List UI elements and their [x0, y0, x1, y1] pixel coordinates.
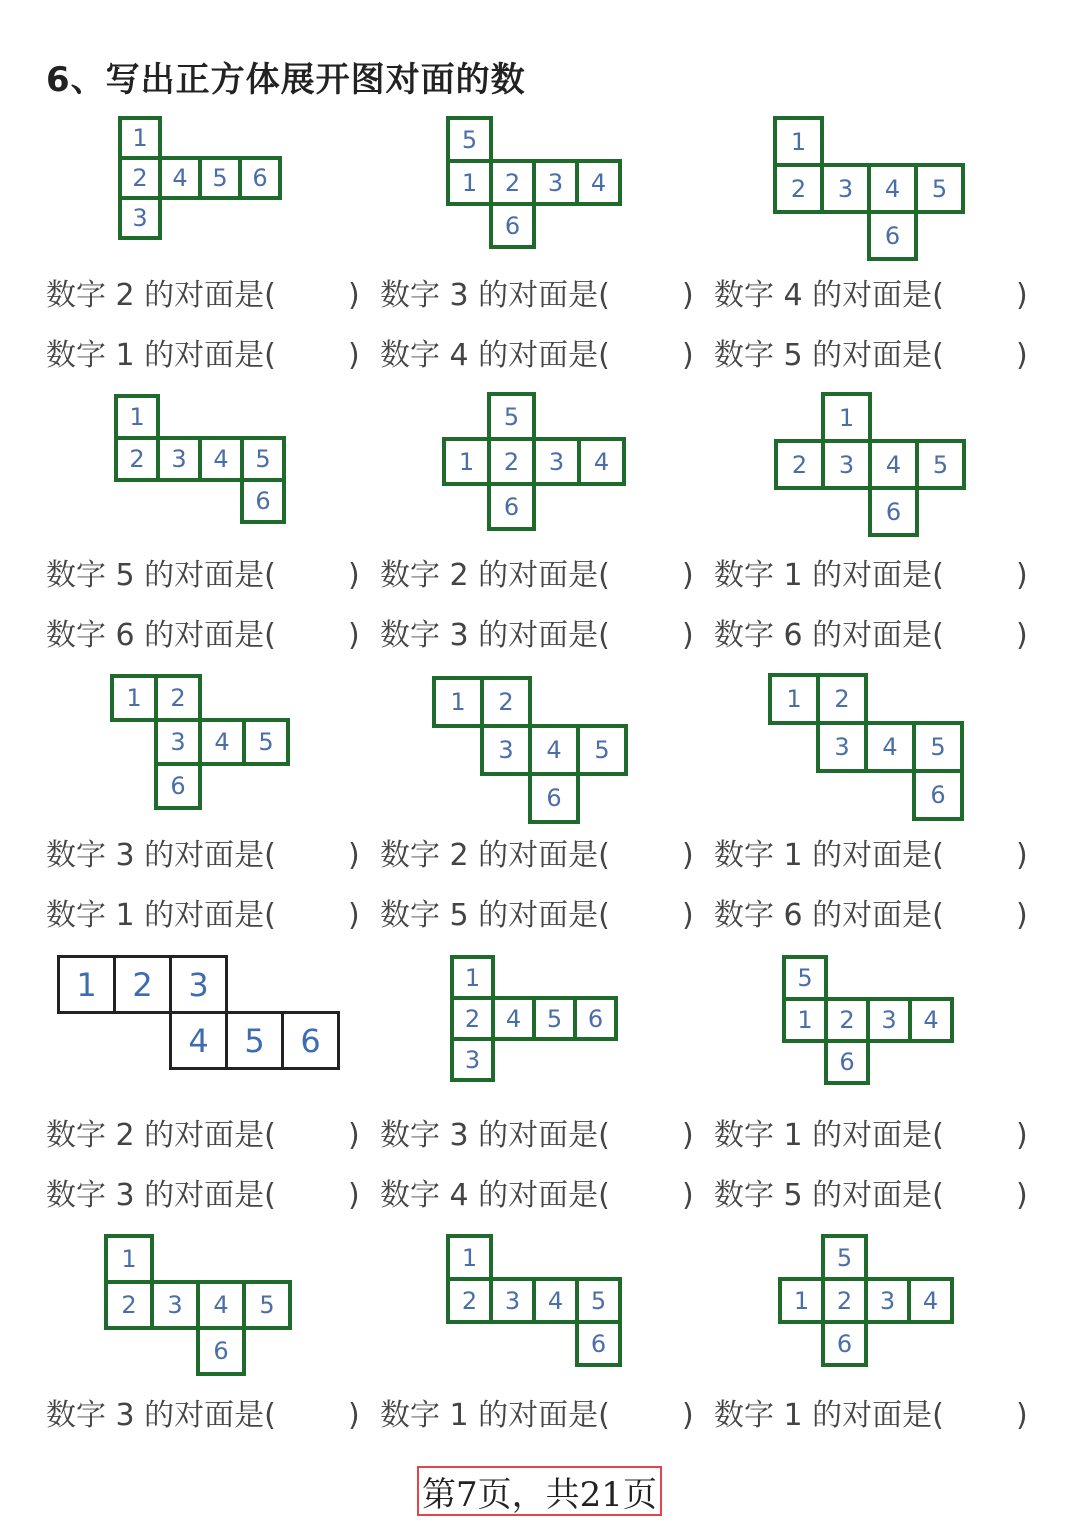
net-square: 4 [577, 437, 626, 486]
net-square: 1 [768, 673, 820, 725]
close-paren: ) [348, 1118, 360, 1153]
question-text: 数字 5 的对面是( [714, 338, 944, 373]
answer-blank[interactable] [632, 556, 682, 596]
close-paren: ) [348, 618, 360, 653]
question-text: 数字 2 的对面是( [46, 278, 276, 313]
net-square: 5 [821, 1234, 868, 1281]
question-text: 数字 5 的对面是( [714, 1178, 944, 1213]
net-square: 3 [156, 436, 202, 482]
close-paren: ) [1016, 1178, 1028, 1213]
net-square: 5 [576, 724, 628, 776]
answer-blank[interactable] [632, 276, 682, 316]
net-square: 4 [158, 156, 202, 200]
net-square: 4 [491, 996, 536, 1041]
net-square: 4 [169, 1011, 228, 1070]
close-paren: ) [682, 278, 694, 313]
net-square: 2 [118, 156, 162, 200]
net-square: 5 [575, 1277, 622, 1324]
net-square: 1 [773, 116, 824, 167]
close-paren: ) [682, 898, 694, 933]
question-text: 数字 3 的对面是( [380, 618, 610, 653]
net-square: 6 [281, 1011, 340, 1070]
answer-blank[interactable] [966, 556, 1016, 596]
net-square: 3 [821, 439, 872, 490]
net-square: 6 [575, 1320, 622, 1367]
net-square: 3 [532, 437, 581, 486]
question-text: 数字 1 的对面是( [714, 1118, 944, 1153]
net-square: 6 [487, 482, 536, 531]
net-square: 4 [867, 163, 918, 214]
net-square: 1 [442, 437, 491, 486]
net-square: 4 [907, 1277, 954, 1324]
question-text: 数字 2 的对面是( [380, 558, 610, 593]
section-title: 6、写出正方体展开图对面的数 [46, 60, 526, 100]
question-text: 数字 1 的对面是( [714, 838, 944, 873]
net-square: 6 [821, 1320, 868, 1367]
net-square: 4 [198, 718, 246, 766]
net-square: 3 [864, 1277, 911, 1324]
close-paren: ) [1016, 838, 1028, 873]
question-text: 数字 4 的对面是( [380, 338, 610, 373]
net-square: 3 [450, 1037, 495, 1082]
close-paren: ) [1016, 1398, 1028, 1433]
net-square: 2 [113, 955, 172, 1014]
close-paren: ) [1016, 338, 1028, 373]
question-text: 数字 3 的对面是( [46, 838, 276, 873]
net-square: 5 [198, 156, 242, 200]
net-square: 3 [150, 1280, 200, 1330]
net-square: 2 [773, 163, 824, 214]
answer-blank[interactable] [966, 1396, 1016, 1436]
net-square: 4 [868, 439, 919, 490]
net-square: 5 [782, 955, 828, 1001]
net-square: 2 [480, 676, 532, 728]
net-square: 3 [532, 159, 579, 206]
question-text: 数字 2 的对面是( [380, 838, 610, 873]
net-square: 2 [154, 674, 202, 722]
answer-blank[interactable] [966, 276, 1016, 316]
net-square: 1 [110, 674, 158, 722]
close-paren: ) [1016, 618, 1028, 653]
answer-blank[interactable] [298, 1176, 348, 1216]
answer-blank[interactable] [298, 836, 348, 876]
net-square: 6 [573, 996, 618, 1041]
close-paren: ) [1016, 898, 1028, 933]
net-square: 2 [114, 436, 160, 482]
net-square: 6 [489, 202, 536, 249]
net-square: 4 [196, 1280, 246, 1330]
answer-blank[interactable] [632, 896, 682, 936]
answer-blank[interactable] [632, 616, 682, 656]
net-square: 6 [154, 762, 202, 810]
close-paren: ) [682, 1118, 694, 1153]
answer-blank[interactable] [298, 1396, 348, 1436]
net-square: 2 [774, 439, 825, 490]
net-square: 3 [866, 997, 912, 1043]
net-square: 3 [820, 163, 871, 214]
net-square: 4 [528, 724, 580, 776]
net-square: 6 [868, 486, 919, 537]
question-text: 数字 3 的对面是( [46, 1178, 276, 1213]
net-square: 4 [532, 1277, 579, 1324]
net-square: 3 [480, 724, 532, 776]
net-square: 2 [487, 437, 536, 486]
net-square: 6 [528, 772, 580, 824]
close-paren: ) [1016, 1118, 1028, 1153]
question-text: 数字 4 的对面是( [714, 278, 944, 313]
question-text: 数字 1 的对面是( [380, 1398, 610, 1433]
close-paren: ) [682, 338, 694, 373]
net-square: 3 [118, 196, 162, 240]
net-square: 1 [104, 1234, 154, 1284]
close-paren: ) [1016, 278, 1028, 313]
net-square: 6 [867, 210, 918, 261]
net-square: 5 [915, 439, 966, 490]
answer-blank[interactable] [966, 336, 1016, 376]
answer-blank[interactable] [966, 896, 1016, 936]
answer-blank[interactable] [298, 896, 348, 936]
net-square: 1 [450, 955, 495, 1000]
net-square: 5 [240, 436, 286, 482]
answer-blank[interactable] [298, 556, 348, 596]
net-square: 1 [446, 159, 493, 206]
net-square: 2 [821, 1277, 868, 1324]
net-square: 5 [487, 392, 536, 441]
question-text: 数字 6 的对面是( [46, 618, 276, 653]
net-square: 5 [912, 721, 964, 773]
question-text: 数字 6 的对面是( [714, 618, 944, 653]
answer-blank[interactable] [298, 616, 348, 656]
close-paren: ) [1016, 558, 1028, 593]
answer-blank[interactable] [298, 1116, 348, 1156]
answer-blank[interactable] [632, 1396, 682, 1436]
page-number: 第7页，共21页 [417, 1466, 662, 1516]
net-square: 1 [114, 394, 160, 440]
net-square: 6 [240, 478, 286, 524]
close-paren: ) [348, 558, 360, 593]
question-text: 数字 4 的对面是( [380, 1178, 610, 1213]
net-square: 3 [489, 1277, 536, 1324]
question-text: 数字 3 的对面是( [380, 1118, 610, 1153]
net-square: 4 [575, 159, 622, 206]
answer-blank[interactable] [632, 1176, 682, 1216]
close-paren: ) [348, 898, 360, 933]
close-paren: ) [682, 1398, 694, 1433]
net-square: 5 [914, 163, 965, 214]
net-square: 6 [824, 1039, 870, 1085]
net-square: 4 [908, 997, 954, 1043]
answer-blank[interactable] [632, 336, 682, 376]
net-square: 2 [450, 996, 495, 1041]
net-square: 1 [446, 1234, 493, 1281]
answer-blank[interactable] [966, 616, 1016, 656]
close-paren: ) [348, 1178, 360, 1213]
net-square: 3 [154, 718, 202, 766]
net-square: 2 [446, 1277, 493, 1324]
question-text: 数字 3 的对面是( [46, 1398, 276, 1433]
net-square: 4 [198, 436, 244, 482]
answer-blank[interactable] [298, 336, 348, 376]
question-text: 数字 2 的对面是( [46, 1118, 276, 1153]
net-square: 2 [824, 997, 870, 1043]
net-square: 2 [816, 673, 868, 725]
net-square: 5 [242, 1280, 292, 1330]
net-square: 3 [816, 721, 868, 773]
net-square: 5 [532, 996, 577, 1041]
net-square: 1 [432, 676, 484, 728]
net-square: 5 [225, 1011, 284, 1070]
net-square: 1 [57, 955, 116, 1014]
net-square: 6 [238, 156, 282, 200]
question-text: 数字 6 的对面是( [714, 898, 944, 933]
net-square: 5 [242, 718, 290, 766]
question-text: 数字 1 的对面是( [714, 558, 944, 593]
question-text: 数字 3 的对面是( [380, 278, 610, 313]
close-paren: ) [682, 618, 694, 653]
close-paren: ) [348, 278, 360, 313]
net-square: 2 [489, 159, 536, 206]
question-text: 数字 1 的对面是( [46, 338, 276, 373]
answer-blank[interactable] [966, 836, 1016, 876]
close-paren: ) [682, 838, 694, 873]
question-text: 数字 5 的对面是( [380, 898, 610, 933]
question-text: 数字 1 的对面是( [46, 898, 276, 933]
close-paren: ) [682, 1178, 694, 1213]
close-paren: ) [682, 558, 694, 593]
answer-blank[interactable] [966, 1176, 1016, 1216]
question-text: 数字 5 的对面是( [46, 558, 276, 593]
answer-blank[interactable] [966, 1116, 1016, 1156]
question-text: 数字 1 的对面是( [714, 1398, 944, 1433]
net-square: 1 [821, 392, 872, 443]
net-square: 3 [169, 955, 228, 1014]
net-square: 1 [778, 1277, 825, 1324]
answer-blank[interactable] [298, 276, 348, 316]
answer-blank[interactable] [632, 1116, 682, 1156]
net-square: 6 [912, 769, 964, 821]
answer-blank[interactable] [632, 836, 682, 876]
net-square: 6 [196, 1326, 246, 1376]
close-paren: ) [348, 838, 360, 873]
net-square: 2 [104, 1280, 154, 1330]
close-paren: ) [348, 338, 360, 373]
close-paren: ) [348, 1398, 360, 1433]
net-square: 1 [118, 116, 162, 160]
net-square: 5 [446, 116, 493, 163]
net-square: 1 [782, 997, 828, 1043]
net-square: 4 [864, 721, 916, 773]
